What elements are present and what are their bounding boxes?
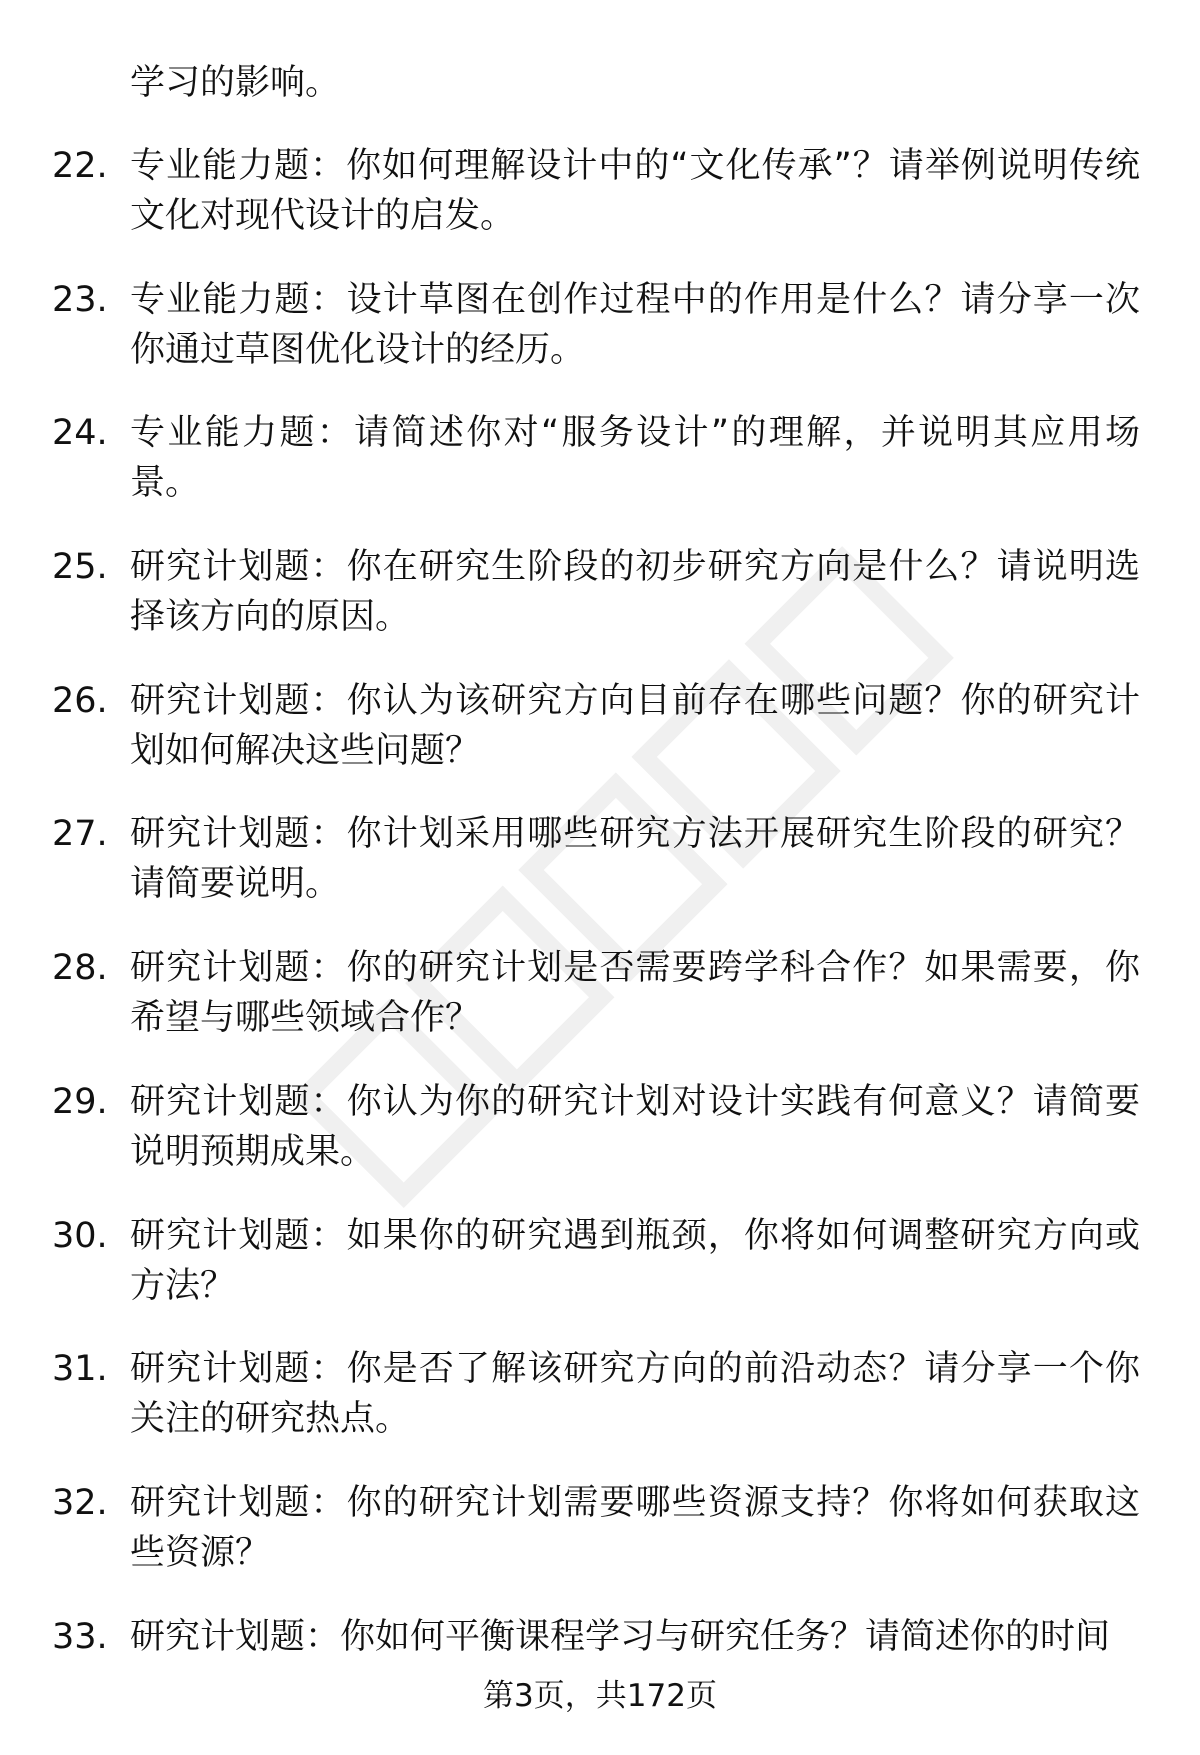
question-item (0, 676, 1200, 810)
question-number: 25. (52, 547, 108, 588)
question-item (0, 943, 1200, 1077)
question-item (0, 542, 1200, 676)
question-text: 专业能力题：请简述你对“服务设计”的理解，并说明其应用场景。 (130, 413, 1140, 504)
question-item (0, 809, 1200, 943)
question-number: 22. (52, 146, 108, 186)
question-item (0, 1077, 1200, 1211)
question-number: 33. (52, 1616, 108, 1657)
question-item (0, 408, 1200, 542)
question-text: 研究计划题：如果你的研究遇到瓶颈，你将如何调整研究方向或方法？ (130, 1215, 1140, 1306)
question-text: 研究计划题：你认为该研究方向目前存在哪些问题？你的研究计划如何解决这些问题？ (130, 680, 1140, 771)
question-number: 29. (52, 1081, 108, 1122)
question-text: 研究计划题：你的研究计划需要哪些资源支持？你将如何获取这些资源？ (130, 1482, 1140, 1573)
question-number: 32. (52, 1482, 108, 1523)
question-number: 30. (52, 1215, 108, 1256)
question-text: 专业能力题：你如何理解设计中的“文化传承”？请举例说明传统文化对现代设计的启发。 (130, 146, 1140, 236)
question-item (0, 1344, 1200, 1478)
question-number: 31. (52, 1349, 108, 1390)
question-text: 研究计划题：你在研究生阶段的初步研究方向是什么？请说明选择该方向的原因。 (130, 547, 1140, 638)
question-number: 27. (52, 814, 108, 855)
question-number: 23. (52, 279, 108, 320)
question-number: 26. (52, 680, 108, 721)
question-number: 28. (52, 948, 108, 989)
question-text: 研究计划题：你如何平衡课程学习与研究任务？请简述你的时间 (130, 1616, 1111, 1657)
continuation-text: 学习的影响。 (130, 63, 341, 103)
question-text: 研究计划题：你的研究计划是否需要跨学科合作？如果需要，你希望与哪些领域合作？ (130, 948, 1140, 1039)
question-item (0, 141, 1200, 275)
question-text: 研究计划题：你是否了解该研究方向的前沿动态？请分享一个你关注的研究热点。 (130, 1349, 1140, 1440)
question-text: 研究计划题：你计划采用哪些研究方法开展研究生阶段的研究？请简要说明。 (130, 814, 1140, 905)
question-item (0, 275, 1200, 409)
question-item (0, 1478, 1200, 1612)
question-list (0, 141, 1200, 1745)
question-number: 24. (52, 413, 108, 454)
question-text: 研究计划题：你认为你的研究计划对设计实践有何意义？请简要说明预期成果。 (130, 1081, 1140, 1172)
question-item (0, 1211, 1200, 1345)
page-footer: 第3页，共172页 (483, 1678, 717, 1714)
question-text: 专业能力题：设计草图在创作过程中的作用是什么？请分享一次你通过草图优化设计的经历。 (130, 279, 1140, 370)
